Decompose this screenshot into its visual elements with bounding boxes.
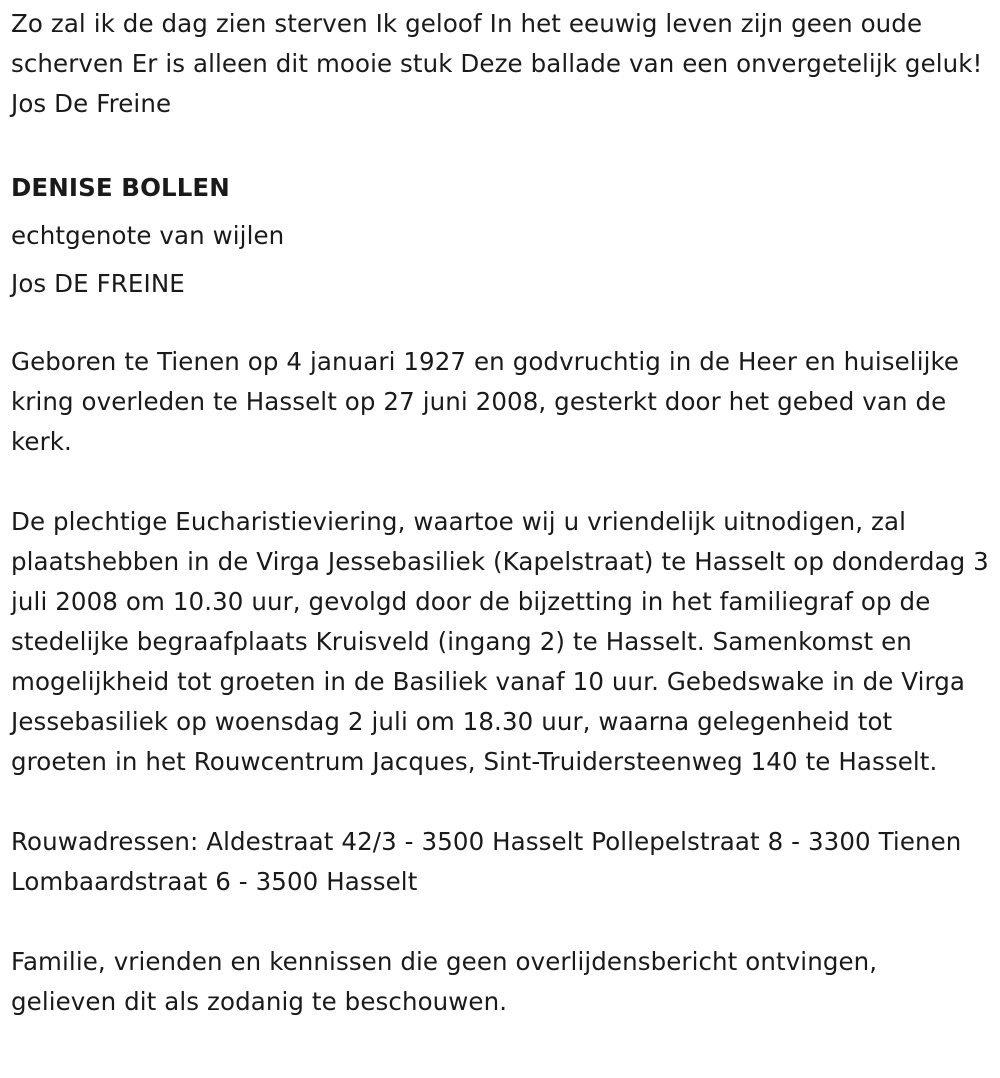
deceased-block [11, 164, 990, 308]
deceased-name: DENISE BOLLEN [11, 173, 230, 202]
memorial-poem: Zo zal ik de dag zien sterven Ik geloof In het eeuwig leven zijn geen oude scherven Er is alleen dit mooie stuk Deze ballade van een onvergetelijk geluk! Jos De Freine [11, 9, 983, 118]
spouse-name: Jos DE FREINE [11, 269, 185, 298]
service-paragraph: De plechtige Eucharistieviering, waartoe wij u vriendelijk uitnodigen, zal plaatshebben in de Virga Jessebasiliek (Kapelstraat) te Hasselt op donderdag 3 juli 2008 om 10.30 uur, gevolgd door de bijzetting in het familiegraf op de stedelijke begraafplaats Kruisveld (ingang 2) te Hasselt. Samenkomst en mogelijkheid tot groeten in de Basiliek vanaf 10 uur. Gebedswake in de Virga Jessebasiliek op woensdag 2 juli om 18.30 uur, waarna gelegenheid tot groeten in het Rouwcentrum Jacques, Sint-Truidersteenweg 140 te Hasselt. [11, 507, 989, 776]
closing-paragraph: Familie, vrienden en kennissen die geen overlijdensbericht ontvingen, gelieven dit als zodanig te beschouwen. [11, 947, 878, 1016]
birth-death-paragraph: Geboren te Tienen op 4 januari 1927 en godvruchtig in de Heer en huiselijke kring overleden te Hasselt op 27 juni 2008, gesterkt door het gebed van de kerk. [11, 347, 960, 456]
relation-text: echtgenote van wijlen [11, 221, 285, 250]
mourning-addresses: Rouwadressen: Aldestraat 42/3 - 3500 Hasselt Pollepelstraat 8 - 3300 Tienen Lombaardstraat 6 - 3500 Hasselt [11, 827, 962, 896]
